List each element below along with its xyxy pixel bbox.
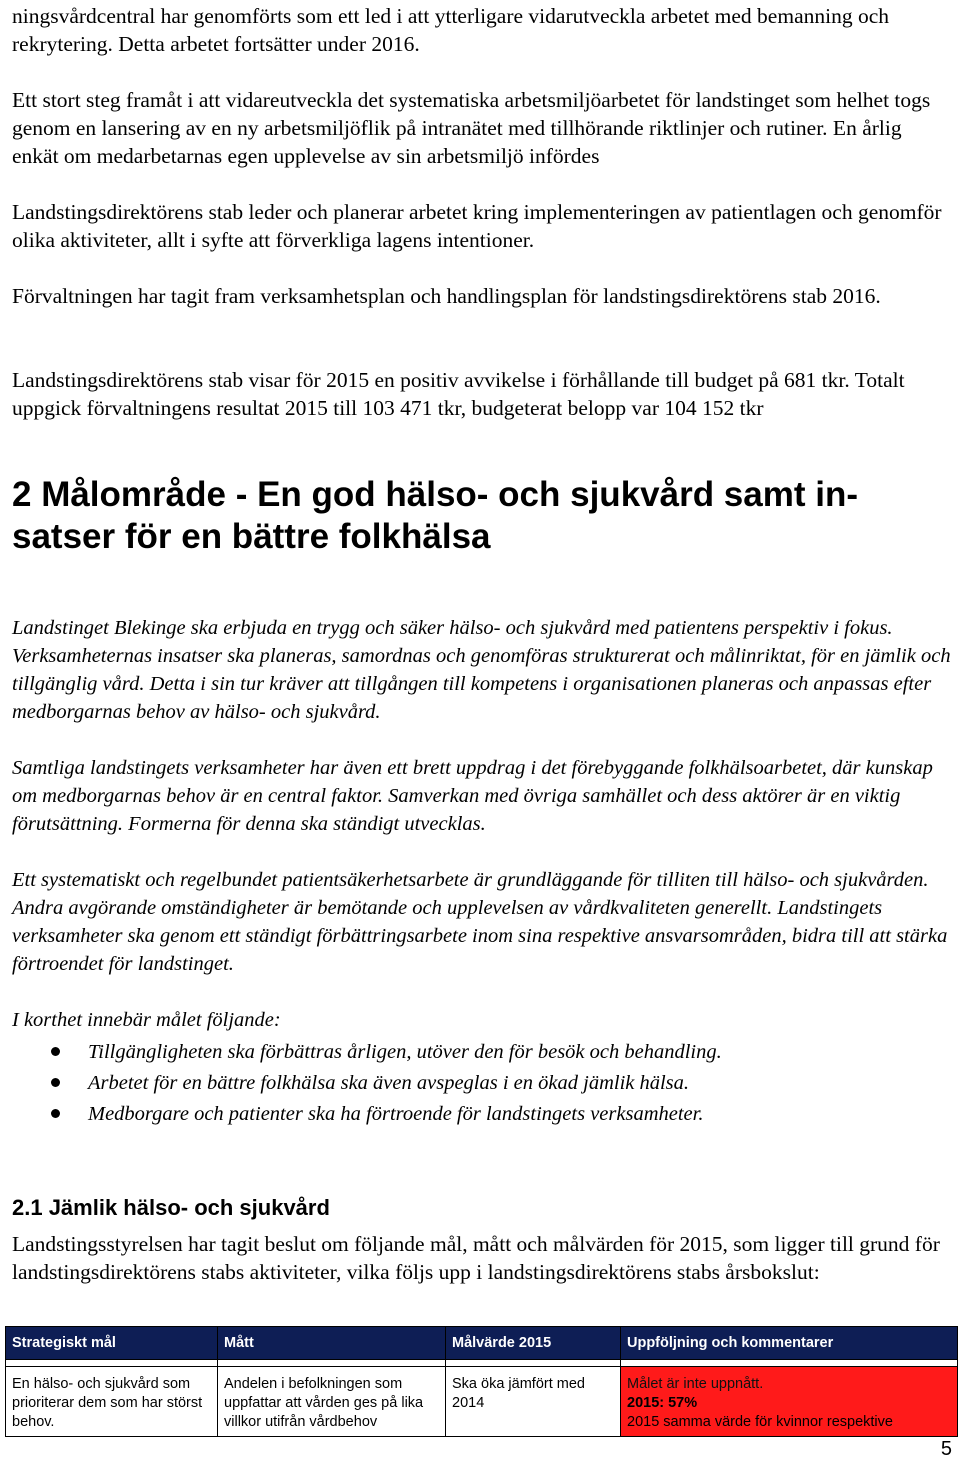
paragraph-public-health: Samtliga landstingets verksamheter har även ett brett uppdrag i det förebyggande folkhälsoarbetet, där kunskap om medborgarnas behov är en central faktor. Samverkan med övriga samhället och dess aktörer är en viktig förutsättning. Formerna för denna ska ständigt utvecklas. <box>12 757 933 835</box>
table-spacer-row <box>6 1360 958 1367</box>
table-header-row <box>6 1327 958 1360</box>
paragraph-goal-summary: I korthet innebär målet följande: <box>12 1009 281 1031</box>
table-row <box>6 1367 958 1437</box>
list-item: Arbetet för en bättre folkhälsa ska även avspeglas i en ökad jämlik hälsa. <box>12 1069 952 1100</box>
cell-target: Ska öka jämfört med 2014 <box>446 1367 621 1437</box>
paragraph-decision-intro: Landstingsstyrelsen har tagit beslut om följande mål, mått och målvärden för 2015, som ligger till grund för landstingsdirektörens stabs aktiviteter, vilka följs upp i landstingsdirektörens stabs årsbokslut: <box>12 1232 940 1284</box>
cell-goal: En hälso- och sjukvård som prioriterar dem som har störst behov. <box>6 1367 218 1437</box>
bullet-icon <box>51 1109 60 1118</box>
followup-note: 2015 samma värde för kvinnor respektive <box>627 1414 893 1430</box>
cell-followup <box>621 1367 958 1437</box>
paragraph-operational-plan: Förvaltningen har tagit fram verksamhetsplan och handlingsplan för landstingsdirektörens stab 2016. <box>12 284 881 308</box>
section-heading-2 <box>12 474 952 558</box>
list-item: Tillgängligheten ska förbättras årligen, utöver den för besök och behandling. <box>12 1038 952 1069</box>
column-header-goal: Strategiskt mål <box>6 1327 218 1360</box>
goals-table <box>5 1326 958 1437</box>
goal-bullet-list <box>12 1038 952 1131</box>
list-item: Medborgare och patienter ska ha förtroende för landstingets verksamheter. <box>12 1100 952 1131</box>
cell-measure: Andelen i befolkningen som uppfattar att vården ges på lika villkor utifrån vårdbehov <box>218 1367 446 1437</box>
column-header-followup: Uppföljning och kommentarer <box>621 1327 958 1360</box>
followup-status: Målet är inte uppnått. <box>627 1376 764 1392</box>
paragraph-recruitment: ningsvårdcentral har genomförts som ett led i att ytterligare vidarutveckla arbetet med bemanning och rekrytering. Detta arbetet fortsätter under 2016. <box>12 4 890 56</box>
paragraph-care-offer: Landstinget Blekinge ska erbjuda en trygg och säker hälso- och sjukvård med patientens perspektiv i fokus. Verksamheternas insatser ska planeras, samordnas och genomföras strukturerat och målinriktat, för en jämlik och tillgänglig vård. Detta i sin tur kräver att tillgången till kompetens i organisationen planeras och anpassas efter medborgarnas behov av hälso- och sjukvård. <box>12 617 951 723</box>
followup-value: 2015: 57% <box>627 1395 698 1411</box>
page-number: 5 <box>940 1438 952 1460</box>
column-header-target: Målvärde 2015 <box>446 1327 621 1360</box>
paragraph-budget-result: Landstingsdirektörens stab visar för 2015 en positiv avvikelse i förhållande till budget på 681 tkr. Totalt uppgick förvaltningens resultat 2015 till 103 471 tkr, budgeterat belopp var 104 152 tkr <box>12 368 905 420</box>
section-heading-2-line2: satser för en bättre folkhälsa <box>12 517 491 556</box>
bullet-icon <box>51 1047 60 1056</box>
bullet-icon <box>51 1078 60 1087</box>
paragraph-work-environment: Ett stort steg framåt i att vidareutveckla det systematiska arbetsmiljöarbetet för landstinget som helhet togs genom en lansering av en ny arbetsmiljöflik på intranätet med tillhörande riktlinjer och rutiner. En årlig enkät om medarbetarnas egen upplevelse av sin arbetsmiljö infördes <box>12 88 931 168</box>
column-header-measure: Mått <box>218 1327 446 1360</box>
section-heading-2-line1: 2 Målområde - En god hälso- och sjukvård samt in- <box>12 475 858 514</box>
paragraph-patient-law: Landstingsdirektörens stab leder och planerar arbetet kring implementeringen av patientlagen och genomför olika aktiviteter, allt i syfte att förverkliga lagens intentioner. <box>12 200 942 252</box>
paragraph-patient-safety: Ett systematiskt och regelbundet patientsäkerhetsarbete är grundläggande för tilliten till hälso- och sjukvården. Andra avgörande omständigheter är bemötande och upplevelsen av vårdkvaliteten generellt. Landstingets verksamheter ska genom ett ständigt förbättringsarbete inom sina respektive ansvarsområden, bidra till att stärka förtroendet för landstinget. <box>12 869 948 975</box>
section-heading-2-1: 2.1 Jämlik hälso- och sjukvård <box>12 1195 330 1220</box>
